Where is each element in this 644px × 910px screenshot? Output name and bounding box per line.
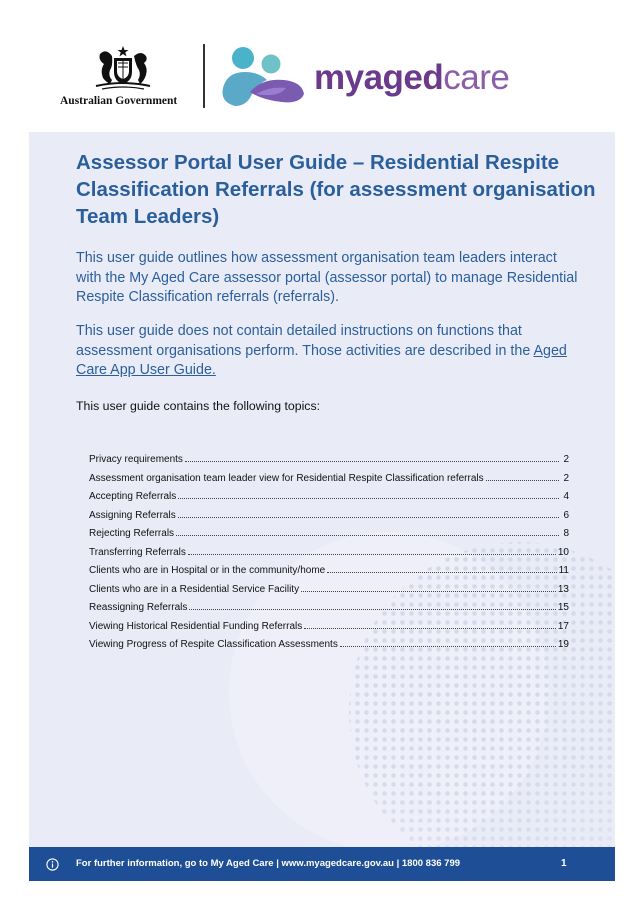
toc-entry[interactable] [89,454,569,473]
toc-leader-dots [301,591,556,592]
intro-paragraph-1: This user guide outlines how assessment organisation team leaders interact with the My Aged Care assessor portal (assessor portal) to manage Residential Respite Classification referrals (referrals). [76,250,578,305]
wordmark-myaged: myaged [314,58,444,97]
toc-entry-page: 2 [563,454,569,465]
toc-leader-dots [189,609,555,610]
info-icon [46,858,59,871]
aged-care-app-user-guide-link[interactable]: Aged Care App User Guide. [76,342,567,378]
toc-entry-page: 8 [563,528,569,539]
toc-entry[interactable] [89,491,569,510]
australian-government-logo [60,44,188,112]
toc-entry-title: Transferring Referrals [89,546,186,558]
toc-entry[interactable] [89,528,569,547]
intro-paragraph-2-text: This user guide does not contain detailed instructions on functions that assessment organisations perform. Those activities are described in the [76,323,534,359]
toc-leader-dots [304,628,556,629]
page-header [0,0,644,132]
toc-entry-title: Rejecting Referrals [89,528,175,539]
toc-entry-title: Viewing Progress of Respite Classification Assessments [89,639,338,650]
my-aged-care-wordmark [314,58,509,98]
coat-of-arms-icon [92,44,154,92]
toc-entry[interactable] [89,639,569,658]
toc-entry-page: 17 [557,620,569,632]
toc-entry[interactable] [89,584,569,603]
toc-entry[interactable] [89,621,569,640]
intro-paragraph-2 [76,322,586,381]
toc-leader-dots [185,461,559,462]
table-of-contents [89,454,569,658]
toc-entry-page: 6 [563,509,569,521]
toc-entry-page: 13 [557,583,569,595]
toc-leader-dots [178,498,559,499]
toc-leader-dots [327,572,556,573]
toc-entry[interactable] [89,510,569,529]
toc-entry[interactable] [89,602,569,621]
toc-entry-page: 15 [557,602,569,613]
footer-page-number: 1 [561,858,567,869]
toc-entry-page: 4 [563,491,569,502]
cover-panel [29,132,615,847]
toc-entry[interactable] [89,547,569,566]
toc-leader-dots [176,535,559,536]
toc-leader-dots [340,646,556,647]
toc-entry-page: 10 [557,546,569,558]
wordmark-care: care [443,58,510,97]
toc-entry-title: Accepting Referrals [89,491,177,502]
toc-leader-dots [178,517,559,518]
toc-entry-title: Privacy requirements [89,454,183,465]
topics-label: This user guide contains the following topics: [76,399,321,413]
toc-entry-page: 19 [557,639,569,650]
toc-entry-title: Assessment organisation team leader view for Residential Respite Classification referrals [89,472,484,484]
logo-divider [203,44,205,108]
page-footer [29,847,615,881]
page-title: Assessor Portal User Guide – Residential Respite Classification Referrals (for assessment organisation Team Leaders) [76,151,596,228]
toc-entry-title: Viewing Historical Residential Funding Referrals [89,620,303,632]
toc-leader-dots [188,554,556,555]
toc-entry-page: 2 [563,472,569,484]
my-aged-care-figures-icon [220,44,306,108]
toc-entry[interactable] [89,473,569,492]
toc-entry-title: Clients who are in Hospital or in the community/home [89,565,326,576]
toc-entry-title: Clients who are in a Residential Service Facility [89,583,300,595]
toc-entry-title: Assigning Referrals [89,509,176,521]
australian-government-label: Australian Government [60,95,178,107]
toc-entry-page: 11 [558,565,569,576]
footer-info-text: For further information, go to My Aged Care | www.myagedcare.gov.au | 1800 836 799 [76,858,461,869]
toc-entry[interactable] [89,565,569,584]
toc-leader-dots [486,480,559,481]
toc-entry-title: Reassigning Referrals [89,602,188,613]
